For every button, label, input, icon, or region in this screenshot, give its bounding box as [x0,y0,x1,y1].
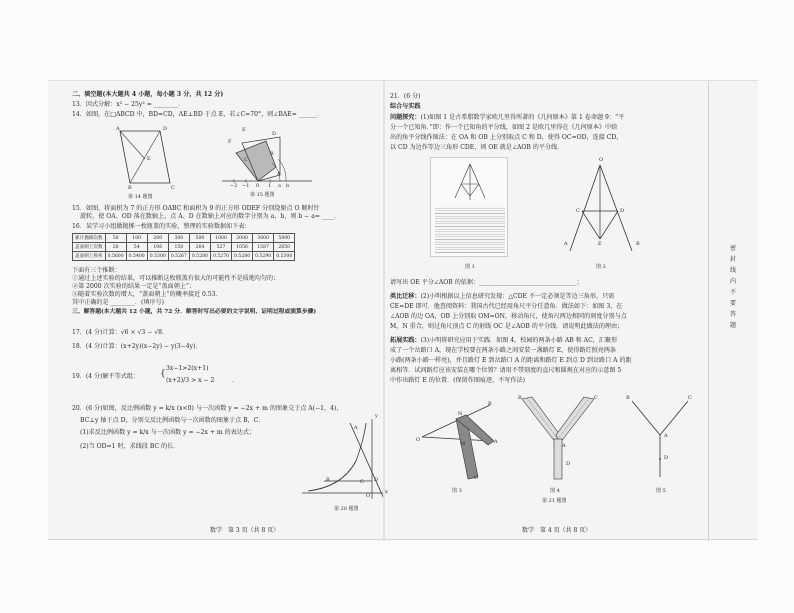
problem-line4: 以 CD 为边作等边三角形 CDE，则 OE 就是∠AOB 的平分线． [390,144,564,151]
fig20-label-d: D [374,477,379,483]
question-13: 13．因式分解：x² − 25y² = ________． [72,101,185,108]
table-cell: 100 [126,234,147,243]
figure-4-paths [518,395,598,483]
fig15-tick-neg1: −1 [242,183,250,189]
fig3-label-a: A [494,439,498,445]
fig20-label-y: y [375,413,378,419]
fig21-caption: 第 21 题图 [542,498,567,504]
problem-line1: (1)如图 1 是古希腊数学家欧几里得所著的《几何原本》第 1 卷命题 9：“平 [420,114,625,121]
question-20-line1: 20．(6 分)如图，反比例函数 y = k/x (x<0) 与一次函数 y = −2x + m 的图象交于点 A(−1，4)， [72,405,343,412]
fig15-label-d: D [272,131,277,137]
fig5-caption: 图 5 [656,488,666,494]
fig14-label-e: E [147,156,151,162]
table-cell: 527 [210,243,231,252]
table-cell: 0.5280 [189,252,210,261]
analogy-label: 类比迁移： [390,293,421,300]
table-cell: 106 [147,243,168,252]
section2-heading: 二、填空题(本大题共 4 小题，每小题 3 分，共 12 分) [72,91,224,98]
fig4-caption: 图 4 [550,488,560,494]
left-page [72,81,392,541]
table-row [73,243,295,252]
table-cell: 0.5267 [168,252,189,261]
problem-label: 问题探究： [390,114,421,121]
question-16-item2: ②第 2000 次实验的结果一定是“盖面朝上”； [72,283,196,290]
fig15-label-e: E [242,127,246,133]
question-21-topic: 综合与实践 [390,103,421,110]
question-15-line1: 15．如图，将面积为 7 的正方形 OABC 和面积为 9 的正方形 ODEF 分别绕原点 O 顺时针 [72,205,320,212]
fig15-tick-a: a [278,183,281,189]
figure-1-book-page [430,157,508,257]
fig5-label-d: D [664,455,669,461]
fig2-label-b: B [636,241,640,247]
table-cell: 0.5280 [232,252,253,261]
fig4-label-c: C [594,395,598,401]
fig15-label-c: C [244,157,248,163]
table-cell: 0.5400 [126,252,147,261]
inequality-2: (x+2)/3 > x − 2 [166,377,215,384]
question-16-item3: ③随着实验次数的增大，“盖面朝上”的概率接近 0.53． [72,291,222,298]
table-cell: 5000 [274,234,295,243]
page-footer-right: 数学 第 4 页（共 8 页） [522,527,592,534]
fig3-label-o: O [416,437,421,443]
right-page [390,81,708,541]
table-cell: 1587 [253,243,274,252]
fig2-label-c: C [576,208,580,214]
fig5-label-b: B [626,395,630,401]
expand-line5: 中作出路灯 E 的位置．(保留作图痕迹，不写作法) [390,377,525,384]
fig2-caption: 图 2 [596,264,606,270]
fig14-caption: 第 14 题图 [128,194,153,200]
fig20-label-c: C [360,479,364,485]
fig15-tick-b: b [286,183,290,189]
question-16-item1: ①通过上述实验的结果，可以推断这枚瓶盖有很大的可能性不是质地均匀的； [72,275,280,282]
figure-5-schematic [628,397,692,481]
fig2-label-d: D [620,208,625,214]
fig15-tick-0: 0 [256,183,260,189]
table-cell: 54 [126,243,147,252]
fig3-label-n: N [458,411,463,417]
figure-3-carpenter-square [416,397,500,481]
figure-14-parallelogram [110,125,180,195]
exam-sheet [48,80,758,540]
fig20-label-b: B [326,477,330,483]
table-cell: 盖面朝上频率 [73,252,106,261]
table-cell: 2650 [274,243,295,252]
fig3-label-b: B [488,401,492,407]
fig3-caption: 图 3 [452,488,462,494]
fig2-label-o: O [599,157,604,163]
expand-line4: 离相等．试问路灯应该安装在哪个位置？请用不带刻度的直尺和圆规在对应的示意图 5 [390,367,622,374]
fig5-label-c: C [688,395,692,401]
page-footer-left: 数学 第 3 页（共 8 页） [210,527,280,534]
fig4-label-d: D [566,461,571,467]
fig5-label-a: A [664,433,668,439]
table-row [73,252,295,261]
table-cell: 0.5300 [274,252,295,261]
expand-line2: 成了一个岔路口 A，现在学校要在两条小路之间安装一盏路灯 E，使得路灯照亮两条 [390,347,617,354]
question-19: 19．(4 分)解不等式组： [72,373,140,380]
fig4-label-a: A [562,443,566,449]
analogy-line3: ∠AOB 的边 OA，OB 上分别取 OM=ON，移动角尺，使角尺两边相同的刻度分别与点 [390,313,627,320]
fig14-label-c: C [171,185,175,191]
table-cell: 0.5600 [105,252,126,261]
fig15-label-f: F [228,139,232,145]
fig4-label-b: B [518,395,522,401]
fig14-label-a: A [116,126,120,132]
question-17: 17．(4 分)计算：√6 × √3 − √8． [72,329,169,336]
figure-1-text-lines [435,206,505,254]
question-20-part1: (1)求反比例函数 y = k/x 与一次函数 y = −2x + m 的表达式； [80,429,256,436]
table-cell: 1056 [232,243,253,252]
figure-20-graph [300,417,386,501]
expand-line1: (3)小明将研究应用于实践．如图 4，校园的两条小路 AB 和 AC，汇聚形 [420,337,618,344]
table-cell: 0.5300 [147,252,168,261]
question-16-inferences: 下面有三个推断： [72,267,121,274]
fig2-label-a: A [564,241,568,247]
table-cell: 50 [105,234,126,243]
analogy-line4: M，N 重合，则过角尺顶点 C 的射线 OC 是∠AOB 的平分线．请说明此做法的理由； [390,323,624,330]
figure-1-diagram [451,162,489,202]
question-19-tail: ． [232,377,239,384]
fig15-label-b: B [270,151,274,157]
page-fold [383,81,385,541]
fig15-caption: 第 15 题图 [250,192,275,198]
fig1-caption: 图 1 [465,264,475,270]
analogy-line2: CE=DE 即可．他查阅资料：我国古代已经用角尺平分任意角．做法如下：如图 3，在 [390,303,623,310]
fig15-tick-1: 1 [268,183,272,189]
fig14-label-b: B [128,185,132,191]
table-cell: 200 [147,234,168,243]
fig15-label-a: A [277,171,281,177]
question-18: 18．(4 分)计算：(x+2y)(x−2y) − y(3−4y)． [72,343,202,350]
inequality-1: 3x−1>2(x+1) [166,365,209,372]
binding-strip [708,81,758,541]
fig14-label-d: D [163,126,168,132]
table-cell: 158 [168,243,189,252]
question-16-intro: 16．某学习小组做抛掷一枚瓶盖的实验，整理的实验数据如下表： [72,223,251,230]
question-14: 14．如图，在□ABCD 中，BD=CD，AE⊥BD 于点 E，若∠C=70°，则∠BAE= ______． [72,111,324,118]
fig3-label-m: M [460,441,466,447]
table-cell: 300 [168,234,189,243]
table-cell: 0.5270 [210,252,231,261]
fig15-tick-neg2: −2 [230,183,238,189]
fig20-label-x: x [385,489,388,495]
question-16-answer: 其中正确的是 ________．(填序号) [72,299,165,306]
fig3-label-c: C [474,475,478,481]
table-cell: 1000 [210,234,231,243]
expand-label: 拓展实践： [390,337,421,344]
table-cell: 2000 [232,234,253,243]
problem-line3: 出的角平分线作图法：在 OA 和 OB 上分别取点 C 和 D，使得 OC=OD，连接 CD， [390,134,623,141]
fig20-caption: 第 20 题图 [334,506,359,512]
question-20-line2: BC⊥y 轴于点 D，分别交反比例函数与一次函数的图象于点 B，C． [80,417,265,424]
frequency-table [72,233,295,261]
expand-line3: 小路(两条小路一样亮)，并且路灯 E 到岔路口 A 的距离和路灯 E 到点 D 到岔路口 A 的距 [390,357,632,364]
fig20-label-o: O [366,493,371,499]
question-21-fill: 请写出 OE 平分∠AOB 的依据：________________________________； [390,279,583,286]
question-20-part2: (2)当 OD=1 时，求线段 BC 的长． [80,443,180,450]
table-row [73,234,295,243]
table-cell: 盖面朝上次数 [73,243,106,252]
fig2-label-e: E [598,241,602,247]
table-cell: 264 [189,243,210,252]
analogy-line1: (2)小明根据以上信息研究发现：△CDE 不一定必须是等边三角形，只需 [420,293,615,300]
table-cell: 500 [189,234,210,243]
problem-line2: 分一个已知角．”即：作一个已知角的平分线，如图 2 是欧几里得在《几何原本》中给 [390,124,618,131]
binding-notice: 密封线内不要答题 [729,245,736,329]
question-15-line2: 旋转，使 OA、OD 落在数轴上，点 A、D 在数轴上对应的数字分别为 a、b，则 b − a= ____． [80,213,341,220]
fig20-label-a: A [354,425,358,431]
system-brace: { [160,369,166,379]
table-cell: 28 [105,243,126,252]
question-21-number: 21．(6 分) [390,93,421,100]
section3-heading: 三、解答题(本大题共 12 小题，共 72 分．解答时写出必要的文字说明、证明过程或演算步骤) [72,309,317,315]
table-cell: 0.5290 [253,252,274,261]
table-cell: 3000 [253,234,274,243]
table-cell: 累计抛掷次数 [73,234,106,243]
